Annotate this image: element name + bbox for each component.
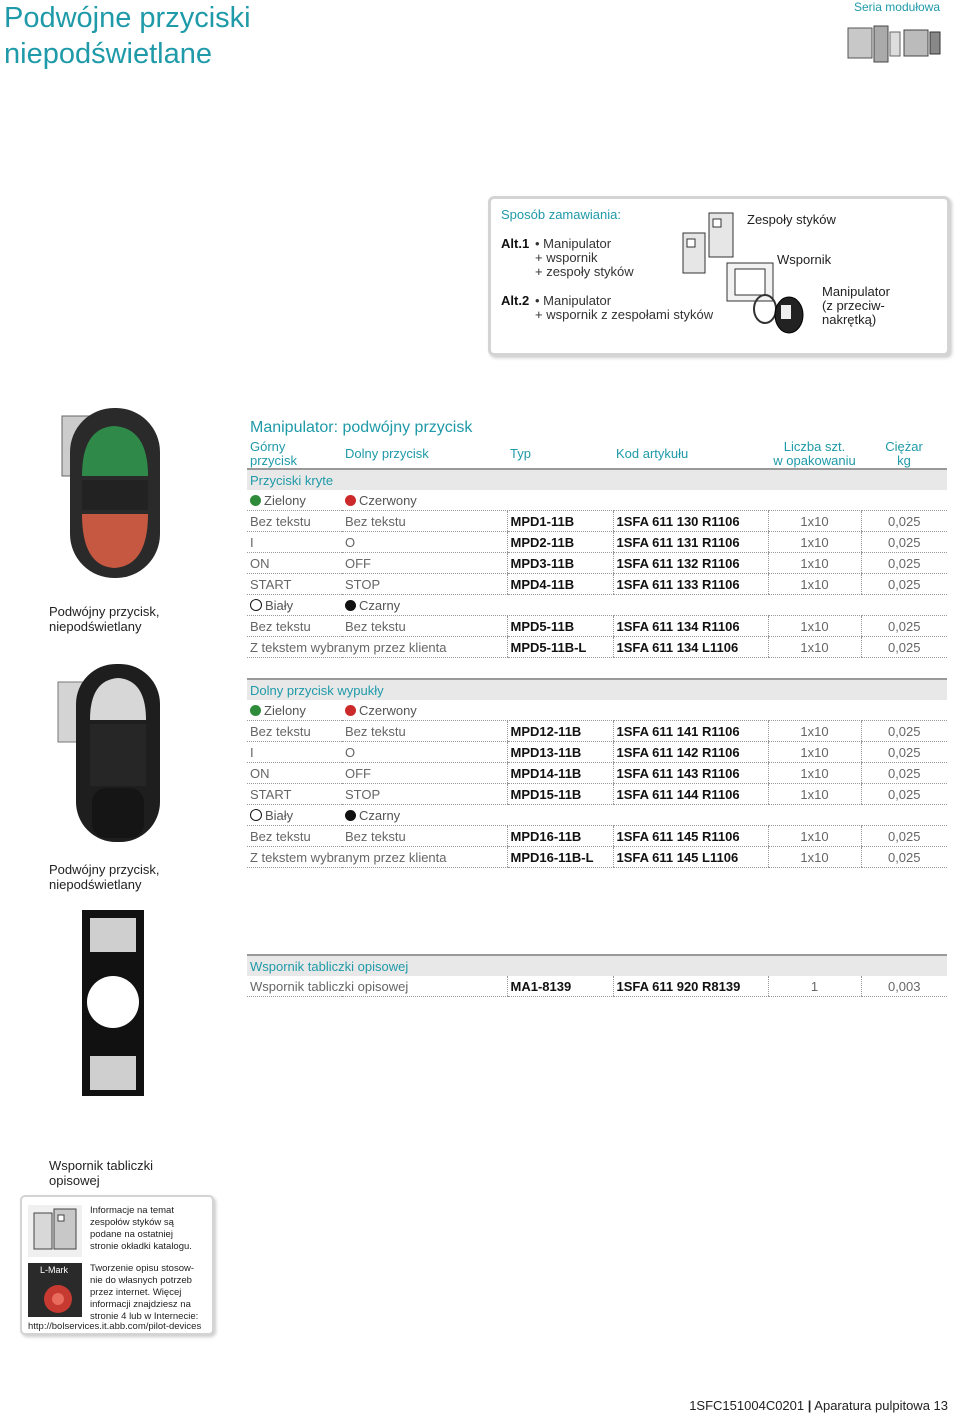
cell-upper: ON [247,553,342,574]
color-upper-label: Biały [265,807,294,823]
cell-code: 1SFA 611 131 R1106 [613,532,768,553]
table-row [247,826,947,847]
color-lower [342,595,947,616]
section-title: Manipulator: podwójny przycisk [250,419,473,436]
cell-upper: I [247,532,342,553]
group1-colors-a [247,490,947,511]
cell-lower: Bez tekstu [342,826,507,847]
cell-weight: 0,025 [861,532,947,553]
cell-lower: Bez tekstu [342,511,507,532]
white-dot-icon [250,599,262,611]
cell-type: MA1-8139 [507,976,613,997]
green-dot-icon [250,495,261,506]
cell-qty: 1x10 [768,721,861,742]
cell-qty: 1x10 [768,511,861,532]
cell-code: 1SFA 611 133 R1106 [613,574,768,595]
header-weight [861,440,947,469]
table-row [247,532,947,553]
cell-type: MPD5-11B [507,616,613,637]
page-title [4,0,251,72]
cell-type: MPD4-11B [507,574,613,595]
info-text1-line1: Informacje na temat [90,1205,174,1216]
info-text1-line4: stronie okładki katalogu. [90,1241,192,1252]
product1-caption [49,604,160,634]
cell-upper: I [247,742,342,763]
table-row [247,742,947,763]
group2-colors-a [247,700,947,721]
color-upper-label: Zielony [264,702,306,718]
color-lower-label: Czarny [359,807,401,823]
cell-weight: 0,025 [861,553,947,574]
cell-custom-text: Wspornik tabliczki opisowej [247,976,507,997]
page-title-line1: Podwójne przyciski [4,2,251,34]
cell-lower: STOP [342,574,507,595]
cell-upper: START [247,784,342,805]
product3-caption [49,1158,153,1188]
modular-series-image [844,18,942,72]
cell-upper: ON [247,763,342,784]
table-row [247,574,947,595]
contact-block-thumbnail [28,1205,82,1257]
table-header-row [247,440,947,469]
table-row [247,784,947,805]
lmark-label: L-Mark [40,1265,69,1275]
info-text2-line4: informacji znajdziesz na [90,1299,191,1310]
color-lower-label: Czerwony [359,702,417,718]
table-row [247,637,947,658]
info-text2-line1: Tworzenie opisu stosow- [90,1263,195,1274]
double-pushbutton-extended-image [48,662,168,852]
cell-lower: Bez tekstu [342,721,507,742]
info-text2-line2: nie do własnych potrzeb [90,1275,192,1286]
color-upper-label: Biały [265,597,294,613]
header-upper [247,440,342,469]
cell-weight: 0,025 [861,847,947,868]
cell-weight: 0,025 [861,784,947,805]
cell-code: 1SFA 611 144 R1106 [613,784,768,805]
cell-code: 1SFA 611 132 R1106 [613,553,768,574]
footer-page-label: Aparatura pulpitowa 13 [814,1398,948,1413]
cell-lower: STOP [342,784,507,805]
cell-upper: Bez tekstu [247,511,342,532]
cell-lower: Bez tekstu [342,616,507,637]
table-row [247,847,947,868]
header-qty [768,440,861,469]
color-lower [342,700,947,721]
header-upper-2: przycisk [250,453,297,468]
label-actuator-1: Manipulator [822,284,890,299]
cell-type: MPD14-11B [507,763,613,784]
cell-code: 1SFA 611 145 R1106 [613,826,768,847]
cell-qty: 1x10 [768,826,861,847]
group1-colors-b [247,595,947,616]
cell-custom-text: Z tekstem wybranym przez klienta [247,637,507,658]
color-upper [247,805,342,826]
table-row [247,616,947,637]
cell-weight: 0,025 [861,721,947,742]
alt2-label: Alt.2 [501,293,530,308]
header-weight-2: kg [897,453,911,468]
black-dot-icon [345,600,356,611]
group-spacer [247,658,947,680]
cell-weight: 0,003 [861,976,947,997]
cell-upper: Bez tekstu [247,721,342,742]
header-lower: Dolny przycisk [345,446,429,461]
ordering-box [488,196,950,356]
product3-caption-line2: opisowej [49,1173,100,1188]
info-box [20,1195,214,1335]
header-qty-1: Liczba szt. [783,439,846,454]
product1-caption-line1: Podwójny przycisk, [49,604,160,619]
cell-type: MPD2-11B [507,532,613,553]
cell-qty: 1x10 [768,553,861,574]
cell-qty: 1x10 [768,637,861,658]
double-pushbutton-covered-image [48,406,168,596]
cell-code: 1SFA 611 145 L1106 [613,847,768,868]
table-row [247,721,947,742]
cell-code: 1SFA 611 134 L1106 [613,637,768,658]
table-row [247,553,947,574]
info-text2-line5: stronie 4 lub w Internecie: [90,1311,199,1322]
red-dot-icon [345,705,356,716]
cell-weight: 0,025 [861,616,947,637]
holder-table [247,954,947,997]
footer-doc-code: 1SFC151004C0201 [689,1398,805,1413]
page-title-line2: niepodświetlane [4,38,212,70]
cell-type: MPD3-11B [507,553,613,574]
cell-type: MPD15-11B [507,784,613,805]
green-dot-icon [250,705,261,716]
cell-weight: 0,025 [861,637,947,658]
cell-qty: 1x10 [768,763,861,784]
cell-code: 1SFA 611 142 R1106 [613,742,768,763]
group1-band-label: Przyciski kryte [247,469,947,490]
label-holder: Wspornik [777,252,832,267]
group2-band [247,679,947,700]
header-qty-2: w opakowaniu [773,453,856,468]
cell-upper: START [247,574,342,595]
cell-lower: OFF [342,763,507,784]
group3-band-label: Wspornik tabliczki opisowej [247,955,947,976]
cell-lower: OFF [342,553,507,574]
group2-band-label: Dolny przycisk wypukły [247,679,947,700]
red-dot-icon [345,495,356,506]
cell-type: MPD13-11B [507,742,613,763]
cell-qty: 1x10 [768,742,861,763]
header-weight-1: Ciężar [885,439,923,454]
cell-qty: 1x10 [768,616,861,637]
color-lower [342,490,947,511]
cell-type: MPD1-11B [507,511,613,532]
cell-qty: 1x10 [768,532,861,553]
color-lower-label: Czarny [359,597,401,613]
color-upper-label: Zielony [264,492,306,508]
group3-band [247,955,947,976]
white-dot-icon [250,809,262,821]
alt1-label: Alt.1 [501,236,530,251]
label-actuator-3: nakrętką) [822,312,877,327]
color-upper [247,595,342,616]
assembly-diagram [677,209,827,343]
ordering-title: Sposób zamawiania: [501,207,621,222]
product2-caption [49,862,160,892]
color-upper [247,490,342,511]
alt2-line1: • Manipulator [535,293,612,308]
footer-separator: | [807,1398,812,1413]
label-contacts: Zespoły styków [747,212,836,227]
cell-lower: O [342,532,507,553]
cell-weight: 0,025 [861,742,947,763]
info-text-contacts [90,1205,192,1253]
color-lower [342,805,947,826]
table-row [247,976,947,997]
cell-upper: Bez tekstu [247,826,342,847]
cell-code: 1SFA 611 134 R1106 [613,616,768,637]
color-lower-label: Czerwony [359,492,417,508]
cell-code: 1SFA 611 141 R1106 [613,721,768,742]
group2-colors-b [247,805,947,826]
cell-qty: 1x10 [768,847,861,868]
cell-qty: 1x10 [768,784,861,805]
cell-code: 1SFA 611 920 R8139 [613,976,768,997]
black-dot-icon [345,810,356,821]
cell-lower: O [342,742,507,763]
product3-caption-line1: Wspornik tabliczki [49,1158,154,1173]
cell-upper: Bez tekstu [247,616,342,637]
cell-type: MPD5-11B-L [507,637,613,658]
info-text-lmark [90,1263,198,1323]
cell-custom-text: Z tekstem wybranym przez klienta [247,847,507,868]
table-row [247,763,947,784]
cell-weight: 0,025 [861,511,947,532]
header-upper-1: Górny [250,439,286,454]
color-upper [247,700,342,721]
footer [689,1398,948,1413]
product-table [247,440,947,868]
product2-caption-line1: Podwójny przycisk, [49,862,160,877]
cell-weight: 0,025 [861,763,947,784]
table-row [247,511,947,532]
group1-band [247,469,947,490]
cell-code: 1SFA 611 143 R1106 [613,763,768,784]
info-text1-line3: podane na ostatniej [90,1229,173,1240]
product2-caption-line2: niepodświetlany [49,877,142,892]
cell-type: MPD16-11B-L [507,847,613,868]
header-type: Typ [510,446,531,461]
alt1-line3: + zespoły styków [535,264,634,279]
label-actuator-2: (z przeciw- [822,298,885,313]
alt1-line1: • Manipulator [535,236,612,251]
cell-weight: 0,025 [861,826,947,847]
cell-code: 1SFA 611 130 R1106 [613,511,768,532]
alt2-line2: + wspornik z zespołami styków [535,307,714,322]
cell-qty: 1 [768,976,861,997]
legend-plate-holder-image [82,910,144,1096]
info-text1-line2: zespołów styków są [90,1217,174,1228]
cell-weight: 0,025 [861,574,947,595]
cell-qty: 1x10 [768,574,861,595]
series-label: Seria modułowa [853,0,940,14]
info-text2-line3: przez internet. Więcej [90,1287,182,1298]
cell-type: MPD16-11B [507,826,613,847]
product1-caption-line2: niepodświetlany [49,619,142,634]
cell-type: MPD12-11B [507,721,613,742]
header-code: Kod artykułu [616,446,689,461]
alt1-line2: + wspornik [535,250,598,265]
info-url-link[interactable]: http://bolservices.it.abb.com/pilot-devices [28,1321,202,1332]
